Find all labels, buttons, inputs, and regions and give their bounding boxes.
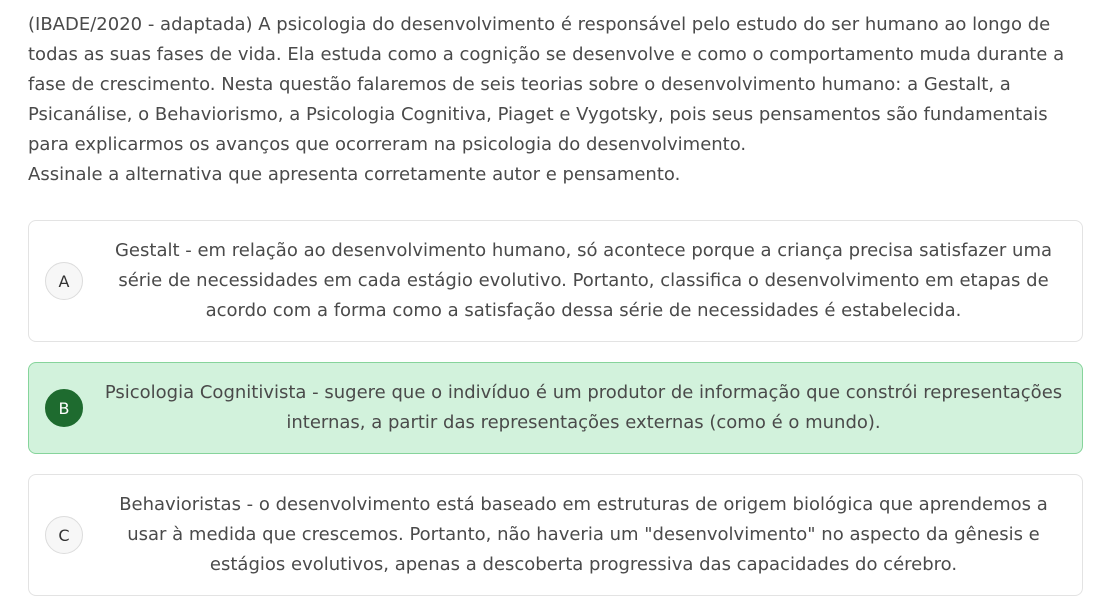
question-statement: (IBADE/2020 - adaptada) A psicologia do desenvolvimento é responsável pelo estudo do ser humano ao longo de todas as suas fases de vida. Ela estuda como a cognição se desenvolve e como o comportamento muda durante a fase de crescimento. Nesta questão falaremos de seis teorias sobre o desenvolvimento humano: a Gestalt, a Psicanálise, o Behaviorismo, a Psicologia Cognitiva, Piaget e Vygotsky, pois seus pensamentos são fundamentais para explicarmos os avanços que ocorreram na psicologia do desenvolvimento. (28, 14, 1065, 155)
option-a-text: Gestalt - em relação ao desenvolvimento humano, só acontece porque a criança precisa satisfazer uma série de necessidades em cada estágio evolutivo. Portanto, classifica o desenvolvimento em etapas de acordo com a forma como a satisfação dessa série de necessidades é estabelecida. (114, 240, 1053, 321)
option-b-text: Psicologia Cognitivista - sugere que o indivíduo é um produtor de informação que constrói representações internas, a partir das representações externas (como é o mundo). (104, 382, 1063, 433)
option-c-text: Behavioristas - o desenvolvimento está baseado em estruturas de origem biológica que aprendemos a usar à medida que crescemos. Portanto, não haveria um "desenvolvimento" no aspecto da gênesis e estágios evolutivos, apenas a descoberta progressiva das capacidades do cérebro. (119, 494, 1048, 575)
question-block (28, 10, 1078, 190)
option-b-badge[interactable]: B (45, 389, 83, 427)
option-a[interactable] (28, 220, 1083, 342)
option-a-badge[interactable]: A (45, 262, 83, 300)
option-c[interactable] (28, 474, 1083, 596)
option-c-badge[interactable]: C (45, 516, 83, 554)
question-instruction: Assinale a alternativa que apresenta corretamente autor e pensamento. (28, 164, 681, 185)
option-b[interactable] (28, 362, 1083, 454)
